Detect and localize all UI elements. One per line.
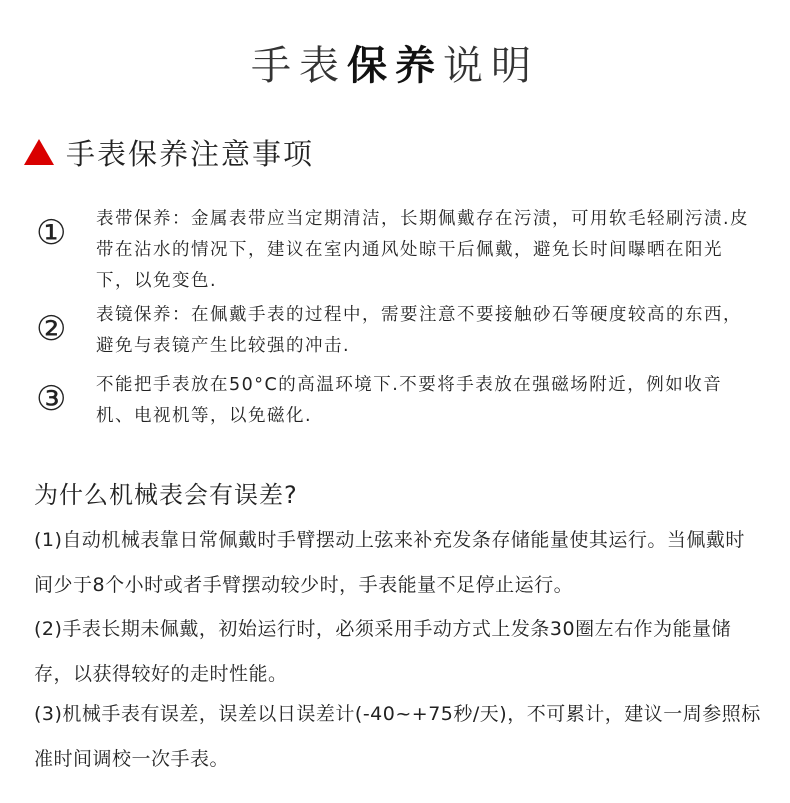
page-title	[0, 38, 790, 94]
notice-number-3: ③	[36, 379, 67, 419]
notice-text-1: 表带保养：金属表带应当定期清洁，长期佩戴存在污渍，可用软毛轻刷污渍.皮带在沾水的情况下，建议在室内通风处晾干后佩戴，避免长时间曝晒在阳光下，以免变色.	[96, 209, 750, 291]
why-paragraph-1: (1)自动机械表靠日常佩戴时手臂摆动上弦来补充发条存储能量使其运行。当佩戴时间少于8个小时或者手臂摆动较少时，手表能量不足停止运行。	[34, 529, 745, 596]
notice-item-3	[36, 370, 766, 434]
notice-text-3: 不能把手表放在50°C的高温环境下.不要将手表放在强磁场附近，例如收音机、电视机等，以免磁化.	[96, 375, 723, 426]
why-paragraph-3: (3)机械手表有误差，误差以日误差计(-40~+75秒/天)，不可累计，建议一周参照标准时间调校一次手表。	[34, 703, 761, 770]
notice-number-1: ①	[36, 213, 67, 253]
notice-item-2	[36, 300, 766, 364]
notice-text-2: 表镜保养：在佩戴手表的过程中，需要注意不要接触砂石等硬度较高的东西，避免与表镜产生比较强的冲击.	[96, 305, 742, 356]
warning-triangle-icon	[24, 139, 54, 165]
page-title-part3: 说明	[443, 43, 539, 89]
section-heading-text: 手表保养注意事项	[66, 136, 315, 171]
notice-number-2: ②	[36, 309, 67, 349]
section-heading	[24, 132, 314, 172]
notice-item-1	[36, 204, 766, 294]
page-title-part1: 手表	[251, 43, 347, 89]
why-heading: 为什么机械表会有误差?	[34, 481, 298, 509]
why-paragraph-2: (2)手表长期未佩戴，初始运行时，必须采用手动方式上发条30圈左右作为能量储存，以获得较好的走时性能。	[34, 618, 732, 685]
page-title-part2: 保养	[347, 43, 443, 89]
